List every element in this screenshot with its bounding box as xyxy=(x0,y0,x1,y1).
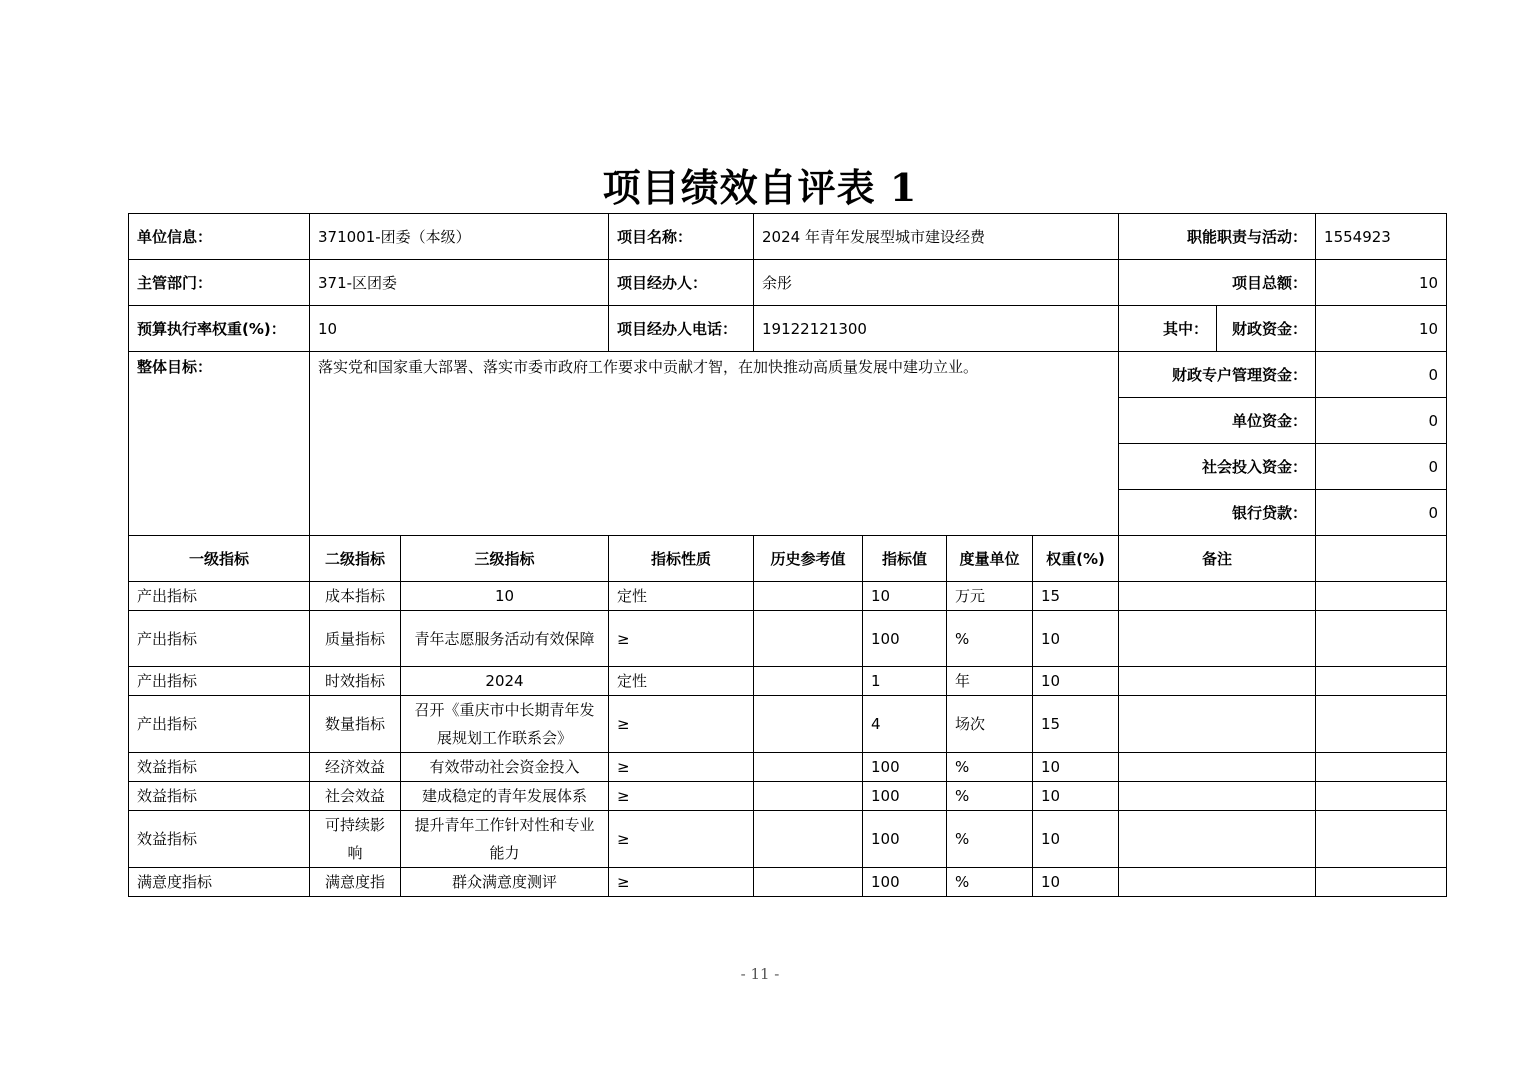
nature-cell: ≥ xyxy=(609,611,754,667)
level1-cell: 产出指标 xyxy=(129,582,310,611)
special-fund-label: 财政专户管理资金： xyxy=(1119,352,1316,398)
value-cell: 10 xyxy=(863,582,947,611)
goal-value: 落实党和国家重大部署、落实市委市政府工作要求中贡献才智，在加快推动高质量发展中建功立业。 xyxy=(310,352,1119,536)
social-fund-label: 社会投入资金： xyxy=(1119,444,1316,490)
manager-value: 余彤 xyxy=(754,260,1119,306)
level2-cell: 时效指标 xyxy=(310,667,401,696)
header-cell: 指标性质 xyxy=(609,536,754,582)
header-cell: 指标值 xyxy=(863,536,947,582)
remark-cell xyxy=(1119,782,1316,811)
unit-value: 371001-团委（本级） xyxy=(310,214,609,260)
table-row xyxy=(129,811,1447,868)
level2-cell: 可持续影响 xyxy=(310,811,401,868)
special-fund-value: 0 xyxy=(1316,352,1447,398)
history-cell xyxy=(754,868,863,897)
table-row xyxy=(129,667,1447,696)
weight-cell: 10 xyxy=(1033,753,1119,782)
info-row-budget xyxy=(129,306,1447,352)
history-cell xyxy=(754,667,863,696)
level2-cell: 质量指标 xyxy=(310,611,401,667)
extra-cell xyxy=(1316,782,1447,811)
value-cell: 100 xyxy=(863,868,947,897)
unit-cell: 年 xyxy=(947,667,1033,696)
info-row-dept xyxy=(129,260,1447,306)
history-cell xyxy=(754,753,863,782)
unit-fund-value: 0 xyxy=(1316,398,1447,444)
unit-label: 单位信息： xyxy=(129,214,310,260)
page-number: - 11 - xyxy=(740,965,780,983)
history-cell xyxy=(754,582,863,611)
extra-cell xyxy=(1316,753,1447,782)
level2-cell: 数量指标 xyxy=(310,696,401,753)
level1-cell: 效益指标 xyxy=(129,811,310,868)
extra-cell xyxy=(1316,611,1447,667)
phone-value: 19122121300 xyxy=(754,306,1119,352)
unit-cell: 场次 xyxy=(947,696,1033,753)
nature-cell: 定性 xyxy=(609,582,754,611)
dept-value: 371-区团委 xyxy=(310,260,609,306)
project-name-label: 项目名称： xyxy=(609,214,754,260)
extra-cell xyxy=(1316,811,1447,868)
nature-cell: ≥ xyxy=(609,696,754,753)
level2-cell: 成本指标 xyxy=(310,582,401,611)
page-title: 项目绩效自评表 1 xyxy=(602,165,918,210)
level1-cell: 产出指标 xyxy=(129,667,310,696)
weight-cell: 10 xyxy=(1033,868,1119,897)
duty-label: 职能职责与活动： xyxy=(1119,214,1316,260)
table-row xyxy=(129,611,1447,667)
header-cell: 备注 xyxy=(1119,536,1316,582)
level2-cell: 社会效益 xyxy=(310,782,401,811)
nature-cell: ≥ xyxy=(609,782,754,811)
budget-weight-value: 10 xyxy=(310,306,609,352)
level1-cell: 效益指标 xyxy=(129,753,310,782)
total-value: 10 xyxy=(1316,260,1447,306)
remark-cell xyxy=(1119,611,1316,667)
weight-cell: 15 xyxy=(1033,696,1119,753)
header-cell: 三级指标 xyxy=(401,536,609,582)
unit-fund-label: 单位资金： xyxy=(1119,398,1316,444)
value-cell: 100 xyxy=(863,753,947,782)
header-cell-empty xyxy=(1316,536,1447,582)
unit-cell: % xyxy=(947,611,1033,667)
table-row xyxy=(129,868,1447,897)
table-row xyxy=(129,753,1447,782)
extra-cell xyxy=(1316,582,1447,611)
loan-value: 0 xyxy=(1316,490,1447,536)
unit-cell: % xyxy=(947,782,1033,811)
remark-cell xyxy=(1119,811,1316,868)
level3-cell: 10 xyxy=(401,582,609,611)
level3-cell: 建成稳定的青年发展体系 xyxy=(401,782,609,811)
history-cell xyxy=(754,611,863,667)
remark-cell xyxy=(1119,582,1316,611)
value-cell: 100 xyxy=(863,811,947,868)
remark-cell xyxy=(1119,753,1316,782)
level3-cell: 有效带动社会资金投入 xyxy=(401,753,609,782)
dept-label: 主管部门： xyxy=(129,260,310,306)
level3-cell: 2024 xyxy=(401,667,609,696)
weight-cell: 10 xyxy=(1033,782,1119,811)
level3-cell: 提升青年工作针对性和专业能力 xyxy=(401,811,609,868)
unit-cell: % xyxy=(947,811,1033,868)
unit-cell: % xyxy=(947,753,1033,782)
table-row xyxy=(129,782,1447,811)
nature-cell: 定性 xyxy=(609,667,754,696)
performance-table xyxy=(128,213,1447,897)
phone-label: 项目经办人电话： xyxy=(609,306,754,352)
level2-cell: 满意度指 xyxy=(310,868,401,897)
value-cell: 1 xyxy=(863,667,947,696)
header-cell: 历史参考值 xyxy=(754,536,863,582)
weight-cell: 10 xyxy=(1033,811,1119,868)
value-cell: 100 xyxy=(863,782,947,811)
extra-cell xyxy=(1316,696,1447,753)
level1-cell: 满意度指标 xyxy=(129,868,310,897)
info-row-goal xyxy=(129,352,1447,398)
weight-cell: 10 xyxy=(1033,667,1119,696)
table-row xyxy=(129,582,1447,611)
level2-cell: 经济效益 xyxy=(310,753,401,782)
header-cell: 二级指标 xyxy=(310,536,401,582)
remark-cell xyxy=(1119,667,1316,696)
duty-value: 1554923 xyxy=(1316,214,1447,260)
level3-cell: 青年志愿服务活动有效保障 xyxy=(401,611,609,667)
total-label: 项目总额： xyxy=(1119,260,1316,306)
indicator-header-row xyxy=(129,536,1447,582)
fiscal-value: 10 xyxy=(1316,306,1447,352)
fiscal-label: 财政资金： xyxy=(1217,306,1316,352)
unit-cell: 万元 xyxy=(947,582,1033,611)
remark-cell xyxy=(1119,696,1316,753)
level3-cell: 群众满意度测评 xyxy=(401,868,609,897)
loan-label: 银行贷款： xyxy=(1119,490,1316,536)
value-cell: 100 xyxy=(863,611,947,667)
history-cell xyxy=(754,782,863,811)
unit-cell: % xyxy=(947,868,1033,897)
header-cell: 权重(%) xyxy=(1033,536,1119,582)
extra-cell xyxy=(1316,868,1447,897)
weight-cell: 10 xyxy=(1033,611,1119,667)
budget-weight-label: 预算执行率权重(%)： xyxy=(129,306,310,352)
info-row-unit xyxy=(129,214,1447,260)
level1-cell: 效益指标 xyxy=(129,782,310,811)
level1-cell: 产出指标 xyxy=(129,611,310,667)
manager-label: 项目经办人： xyxy=(609,260,754,306)
history-cell xyxy=(754,696,863,753)
table-row xyxy=(129,696,1447,753)
history-cell xyxy=(754,811,863,868)
extra-cell xyxy=(1316,667,1447,696)
level3-cell: 召开《重庆市中长期青年发展规划工作联系会》 xyxy=(401,696,609,753)
value-cell: 4 xyxy=(863,696,947,753)
nature-cell: ≥ xyxy=(609,811,754,868)
header-cell: 一级指标 xyxy=(129,536,310,582)
header-cell: 度量单位 xyxy=(947,536,1033,582)
social-fund-value: 0 xyxy=(1316,444,1447,490)
goal-label: 整体目标： xyxy=(129,352,310,536)
nature-cell: ≥ xyxy=(609,868,754,897)
weight-cell: 15 xyxy=(1033,582,1119,611)
nature-cell: ≥ xyxy=(609,753,754,782)
remark-cell xyxy=(1119,868,1316,897)
project-name-value: 2024 年青年发展型城市建设经费 xyxy=(754,214,1119,260)
level1-cell: 产出指标 xyxy=(129,696,310,753)
among-label: 其中： xyxy=(1119,306,1217,352)
